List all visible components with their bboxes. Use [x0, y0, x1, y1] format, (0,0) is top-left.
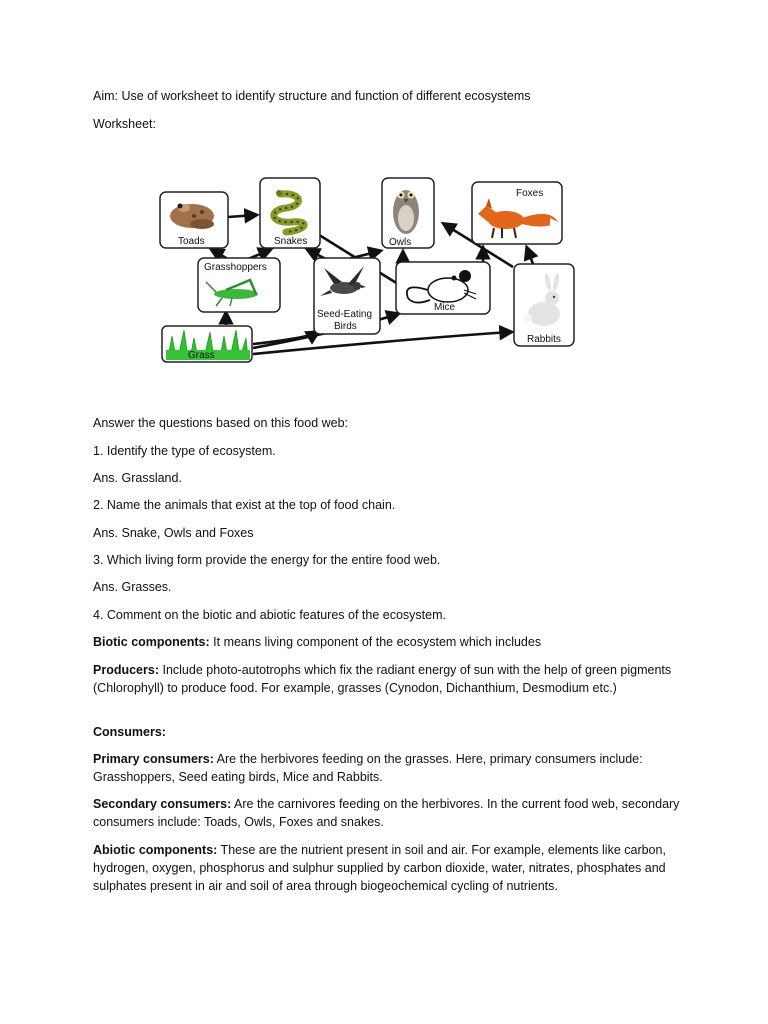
primary-label: Primary consumers:	[93, 752, 214, 766]
consumers-heading	[93, 723, 683, 741]
answer-2: Ans. Snake, Owls and Foxes	[93, 526, 254, 540]
secondary-paragraph	[93, 795, 683, 831]
question-1: 1. Identify the type of ecosystem.	[93, 444, 276, 458]
grass-node	[162, 326, 252, 362]
biotic-text: It means living component of the ecosystem which includes	[209, 635, 542, 649]
answer-1: Ans. Grassland.	[93, 471, 182, 485]
mice-node	[396, 262, 490, 314]
owl-icon	[393, 190, 419, 234]
seed-eating-birds-label-2: Birds	[334, 321, 357, 332]
arrow-rabbits-to-foxes	[527, 248, 533, 264]
question-3: 3. Which living form provide the energy for the entire food web.	[93, 553, 441, 567]
food-web-diagram	[158, 172, 578, 364]
grasshoppers-label: Grasshoppers	[204, 262, 267, 273]
biotic-paragraph	[93, 633, 683, 651]
worksheet-label: Worksheet:	[93, 117, 156, 131]
questions-intro: Answer the questions based on this food web:	[93, 416, 349, 430]
snakes-label: Snakes	[274, 236, 308, 247]
mice-label: Mice	[434, 302, 456, 313]
abiotic-label: Abiotic components:	[93, 843, 218, 857]
answer-3: Ans. Grasses.	[93, 580, 172, 594]
grass-label: Grass	[188, 350, 215, 361]
toads-label: Toads	[178, 236, 205, 247]
question-4: 4. Comment on the biotic and abiotic features of the ecosystem.	[93, 608, 446, 622]
abiotic-paragraph	[93, 841, 683, 895]
rabbits-label: Rabbits	[527, 334, 561, 345]
producers-label: Producers:	[93, 663, 159, 677]
grasshoppers-node	[198, 258, 280, 312]
abiotic-text: These are the nutrient present in soil and air. For example, elements like carbon, hydrogen, oxygen, phosphorus and sulphur supplied by carbon dioxide, water, nitrates, phosphates and sulphates present in air and soil of area through biogeochemical cycling of nutrients.	[93, 843, 666, 893]
secondary-label: Secondary consumers:	[93, 797, 232, 811]
arrow-grass-to-rabbits	[253, 332, 511, 354]
seed-eating-birds-label-1: Seed-Eating	[317, 309, 373, 320]
producers-paragraph	[93, 661, 683, 697]
seed-eating-birds-node	[314, 258, 380, 334]
arrow-toads-to-snakes	[228, 215, 256, 217]
producers-text: Include photo-autotrophs which fix the radiant energy of sun with the help of green pigments (Chlorophyll) to produce food. For example, grasses (Cynodon, Dichanthium, Desmodium etc.)	[93, 663, 672, 695]
primary-paragraph	[93, 750, 683, 786]
question-2: 2. Name the animals that exist at the top of food chain.	[93, 498, 396, 512]
owls-node	[382, 178, 434, 248]
foxes-node	[472, 182, 562, 244]
primary-text: Are the herbivores feeding on the grasses. Here, primary consumers include: Grasshoppers, Seed eating birds, Mice and Rabbits.	[93, 752, 643, 784]
owls-label: Owls	[389, 237, 412, 248]
snakes-node	[260, 178, 320, 248]
biotic-label: Biotic components:	[93, 635, 210, 649]
rabbits-node	[514, 264, 574, 346]
toads-node	[160, 192, 228, 248]
consumers-label: Consumers:	[93, 725, 166, 739]
aim-line: Aim: Use of worksheet to identify structure and function of different ecosystems	[93, 89, 531, 103]
secondary-text: Are the carnivores feeding on the herbivores. In the current food web, secondary consumers include: Toads, Owls, Foxes and snakes.	[93, 797, 680, 829]
foxes-label: Foxes	[516, 188, 544, 199]
